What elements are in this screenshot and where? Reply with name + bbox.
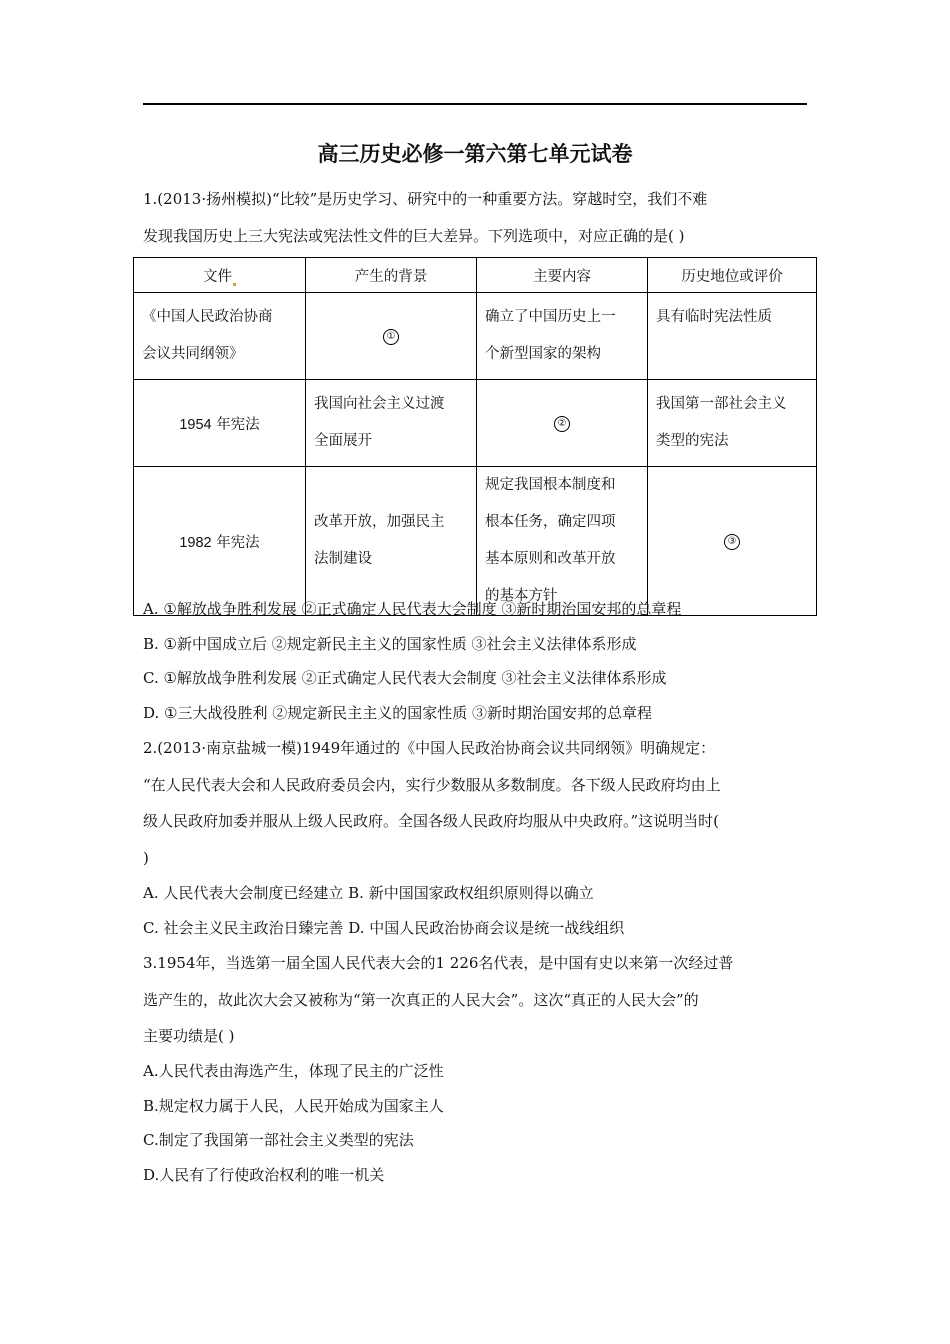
question-3-stem-line-3: 主要功绩是( )	[143, 1027, 235, 1045]
question-3-stem-line-2: 选产生的，故此次大会又被称为“第一次真正的人民大会”。这次“真正的人民大会”的	[143, 991, 699, 1009]
table-cell: 我国第一部社会主义 类型的宪法	[648, 380, 817, 467]
table-cell	[306, 293, 477, 380]
question-2-stem-line-2: “在人民代表大会和人民政府委员会内，实行少数服从多数制度。各下级人民政府均由上	[143, 776, 721, 794]
table-cell	[648, 467, 817, 616]
question-1-stem-line-2: 发现我国历史上三大宪法或宪法性文件的巨大差异。下列选项中，对应正确的是( )	[143, 227, 685, 245]
question-1-option-a: A. ①解放战争胜利发展 ②正式确定人民代表大会制度 ③新时期治国安邦的总章程	[143, 600, 682, 618]
table-header-cell: 历史地位或评价	[648, 258, 817, 293]
question-2-options-cd: C. 社会主义民主政治日臻完善 D. 中国人民政治协商会议是统一战线组织	[143, 919, 625, 937]
table-cell: 我国向社会主义过渡 全面展开	[306, 380, 477, 467]
question-3-option-b: B.规定权力属于人民，人民开始成为国家主人	[143, 1097, 444, 1115]
question-1-option-c: C. ①解放战争胜利发展 ②正式确定人民代表大会制度 ③社会主义法律体系形成	[143, 669, 667, 687]
question-1-option-d: D. ①三大战役胜利 ②规定新民主主义的国家性质 ③新时期治国安邦的总章程	[143, 704, 653, 722]
table-header-cell: 产生的背景	[306, 258, 477, 293]
table-cell: 1954 年宪法	[134, 380, 306, 467]
marker-dot	[233, 283, 236, 286]
question-2-options-ab: A. 人民代表大会制度已经建立 B. 新中国国家政权组织原则得以确立	[143, 884, 594, 902]
table-cell	[477, 380, 648, 467]
page-title: 高三历史必修一第六第七单元试卷	[317, 142, 633, 166]
table-header-cell: 文件	[134, 258, 306, 293]
question-3-stem-line-1: 3.1954年，当选第一届全国人民代表大会的1 226名代表，是中国有史以来第一次经过普	[143, 954, 734, 972]
blank-marker-1: ①	[383, 329, 399, 345]
question-1-stem-line-1: 1.(2013·扬州模拟)“比较”是历史学习、研究中的一种重要方法。穿越时空，我们不难	[143, 190, 708, 208]
question-2-stem-line-3: 级人民政府加委并服从上级人民政府。全国各级人民政府均服从中央政府。”这说明当时(	[143, 812, 720, 830]
table-header-cell: 主要内容	[477, 258, 648, 293]
blank-marker-3: ③	[724, 534, 740, 550]
table-cell: 改革开放，加强民主 法制建设	[306, 467, 477, 616]
header-rule	[143, 103, 807, 105]
blank-marker-2: ②	[554, 416, 570, 432]
table-cell: 具有临时宪法性质	[648, 293, 817, 380]
table-cell: 1982 年宪法	[134, 467, 306, 616]
question-2-stem-line-1: 2.(2013·南京盐城一模)1949年通过的《中国人民政治协商会议共同纲领》明确规定：	[143, 739, 716, 757]
table-cell: 《中国人民政治协商 会议共同纲领》	[134, 293, 306, 380]
comparison-table	[133, 257, 817, 616]
question-3-option-d: D.人民有了行使政治权利的唯一机关	[143, 1166, 385, 1184]
question-2-stem-line-4: )	[143, 849, 149, 867]
table-cell: 规定我国根本制度和 根本任务，确定四项 基本原则和改革开放 的基本方针	[477, 467, 648, 616]
table-cell: 确立了中国历史上一 个新型国家的架构	[477, 293, 648, 380]
question-3-option-c: C.制定了我国第一部社会主义类型的宪法	[143, 1131, 414, 1149]
question-1-option-b: B. ①新中国成立后 ②规定新民主主义的国家性质 ③社会主义法律体系形成	[143, 635, 637, 653]
question-3-option-a: A.人民代表由海选产生，体现了民主的广泛性	[143, 1062, 444, 1080]
